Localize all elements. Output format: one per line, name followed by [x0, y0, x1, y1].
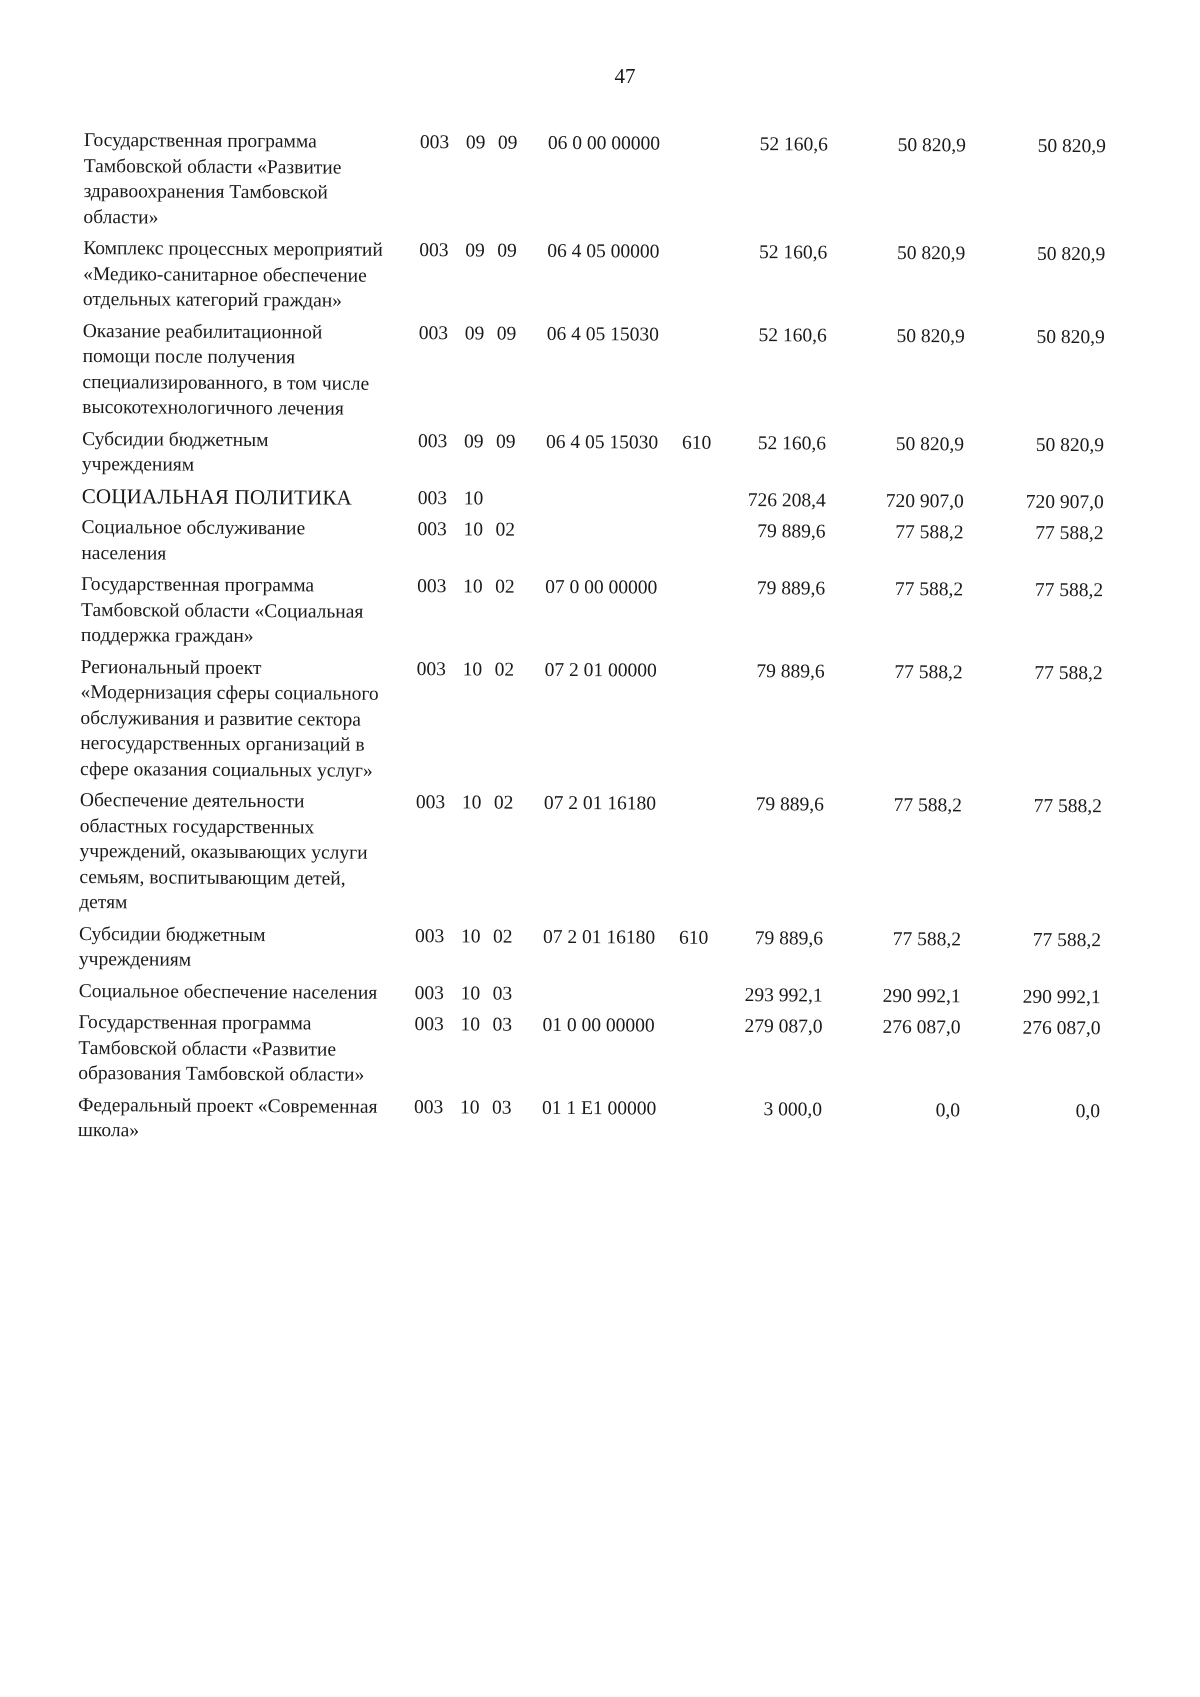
cell-pr: 09 [496, 323, 517, 345]
cell-csr: 07 0 00 00000 [545, 576, 658, 599]
row-name: Государственная программа Тамбовской области «Развитие образования Тамбовской области» [78, 1011, 365, 1086]
cell-csr: 06 4 05 00000 [547, 240, 660, 263]
cell-sum3: 77 588,2 [1034, 662, 1103, 684]
cell-ved: 003 [419, 132, 450, 154]
cell-sum1: 79 889,6 [754, 927, 824, 950]
row-name: Региональный проект «Модернизация сферы социального обслуживания и развитие сектора негосударственных организаций в сфере оказания социальных услуг» [80, 656, 379, 782]
cell-sum3: 720 907,0 [1025, 491, 1104, 513]
cell-ved: 003 [414, 1014, 444, 1036]
cell-sum2: 50 820,9 [896, 242, 966, 265]
table-row [79, 978, 1169, 1010]
cell-sum3: 77 588,2 [1035, 522, 1104, 545]
cell-sum3: 50 820,9 [1036, 326, 1105, 348]
cell-pr: 09 [496, 431, 516, 453]
section-title: СОЦИАЛЬНАЯ ПОЛИТИКА [81, 483, 353, 510]
cell-pr: 02 [493, 926, 513, 948]
cell-rz: 10 [463, 576, 483, 598]
table-row [79, 788, 1170, 922]
row-name: Субсидии бюджетным учреждениям [81, 428, 269, 476]
cell-ved: 003 [414, 982, 445, 1004]
table-row [82, 483, 1172, 515]
cell-csr: 06 0 00 00000 [547, 132, 661, 155]
table-row [83, 128, 1174, 237]
row-name: Социальное обеспечение населения [78, 980, 378, 1004]
cell-sum2: 77 588,2 [893, 794, 962, 817]
cell-ved: 003 [418, 322, 449, 344]
cell-sum3: 50 820,9 [1036, 243, 1106, 266]
cell-sum1: 79 889,6 [756, 660, 825, 683]
cell-rz: 10 [459, 1096, 480, 1118]
cell-sum3: 50 820,9 [1037, 135, 1106, 158]
cell-ved: 003 [413, 1096, 444, 1118]
cell-pr: 02 [495, 519, 516, 541]
cell-csr: 06 4 05 15030 [546, 323, 659, 346]
cell-csr: 07 2 01 00000 [544, 659, 657, 682]
cell-rz: 10 [462, 658, 483, 680]
cell-sum3: 276 087,0 [1022, 1017, 1101, 1040]
cell-ved: 003 [417, 576, 447, 598]
table-row [81, 515, 1171, 573]
cell-pr: 03 [492, 983, 513, 1005]
cell-rz: 10 [460, 982, 481, 1004]
cell-pr: 02 [495, 576, 515, 598]
cell-sum1: 52 160,6 [757, 432, 827, 455]
cell-rz: 10 [463, 487, 484, 509]
cell-csr: 07 2 01 16180 [543, 792, 657, 815]
cell-vr: 610 [679, 927, 709, 949]
cell-sum2: 77 588,2 [892, 928, 962, 950]
table-row [78, 1092, 1168, 1150]
cell-sum3: 290 992,1 [1022, 986, 1101, 1008]
cell-sum3: 50 820,9 [1035, 434, 1105, 456]
cell-rz: 09 [465, 132, 486, 154]
cell-sum2: 0,0 [935, 1099, 961, 1121]
cell-ved: 003 [417, 519, 447, 541]
cell-pr: 02 [493, 792, 514, 814]
cell-csr: 06 4 05 15030 [546, 431, 659, 454]
table-row [78, 1010, 1168, 1093]
cell-sum3: 77 588,2 [1032, 929, 1102, 951]
cell-pr: 02 [494, 659, 515, 681]
cell-pr: 09 [497, 132, 518, 154]
cell-sum1: 726 208,4 [747, 489, 826, 512]
cell-sum3: 77 588,2 [1033, 795, 1102, 818]
row-name: Социальное обслуживание населения [81, 516, 306, 565]
table-row [81, 572, 1171, 655]
table-row [83, 236, 1173, 319]
cell-rz: 09 [464, 430, 484, 452]
table-row [79, 921, 1169, 979]
cell-pr: 03 [491, 1097, 512, 1119]
cell-sum2: 276 087,0 [882, 1016, 961, 1039]
cell-csr: 07 2 01 16180 [543, 926, 656, 949]
row-name: Федеральный проект «Современная школа» [77, 1094, 378, 1142]
row-name: Государственная программа Тамбовской области «Развитие здравоохранения Тамбовской области» [83, 129, 342, 228]
cell-ved: 003 [417, 487, 448, 509]
row-name: Государственная программа Тамбовской области «Социальная поддержка граждан» [80, 573, 364, 648]
cell-sum1: 3 000,0 [763, 1098, 823, 1121]
cell-sum2: 77 588,2 [895, 521, 964, 544]
cell-csr: 01 0 00 00000 [542, 1014, 655, 1037]
row-name: Обеспечение деятельности областных государственных учреждений, оказывающих услуги семьям, воспитывающим детей, детям [79, 789, 368, 914]
cell-sum2: 290 992,1 [882, 985, 961, 1007]
row-name: Субсидии бюджетным учреждениям [78, 923, 266, 971]
cell-ved: 003 [416, 658, 447, 680]
cell-ved: 003 [415, 925, 445, 947]
cell-sum1: 79 889,6 [755, 794, 824, 816]
cell-sum1: 52 160,6 [759, 134, 828, 156]
cell-pr: 03 [492, 1014, 513, 1036]
table-row [82, 426, 1172, 484]
cell-sum1: 52 160,6 [758, 324, 827, 347]
cell-rz: 10 [461, 925, 481, 947]
cell-ved: 003 [415, 792, 446, 814]
cell-csr: 01 1 E1 00000 [541, 1097, 657, 1120]
table-row [82, 318, 1173, 427]
page-number: 47 [614, 64, 636, 88]
cell-pr: 09 [497, 240, 517, 262]
cell-rz: 09 [465, 240, 485, 262]
cell-sum2: 50 820,9 [896, 325, 965, 347]
cell-sum3: 0,0 [1075, 1100, 1101, 1122]
cell-sum1: 79 889,6 [756, 578, 826, 600]
cell-sum2: 50 820,9 [895, 433, 965, 455]
budget-table [78, 128, 1174, 1150]
table-row [80, 654, 1171, 788]
cell-rz: 10 [461, 792, 482, 814]
cell-rz: 10 [460, 1014, 481, 1036]
row-name: Оказание реабилитационной помощи после получения специализированного, в том числе высокотехнологичного лечения [82, 320, 370, 420]
row-name: Комплекс процессных мероприятий «Медико-санитарное обеспечение отдельных категорий граждан» [82, 237, 383, 312]
cell-ved: 003 [418, 430, 448, 452]
cell-sum1: 293 992,1 [744, 984, 823, 1007]
cell-rz: 10 [463, 519, 484, 541]
cell-ved: 003 [419, 240, 449, 262]
cell-sum1: 279 087,0 [744, 1016, 823, 1038]
cell-sum1: 52 160,6 [758, 242, 828, 264]
cell-sum2: 77 588,2 [894, 661, 963, 683]
cell-sum3: 77 588,2 [1034, 579, 1104, 602]
cell-sum2: 50 820,9 [897, 134, 966, 157]
cell-sum2: 720 907,0 [885, 490, 964, 512]
cell-rz: 09 [464, 322, 485, 344]
cell-sum2: 77 588,2 [894, 578, 964, 601]
cell-sum1: 79 889,6 [757, 521, 826, 543]
cell-vr: 610 [682, 432, 712, 454]
